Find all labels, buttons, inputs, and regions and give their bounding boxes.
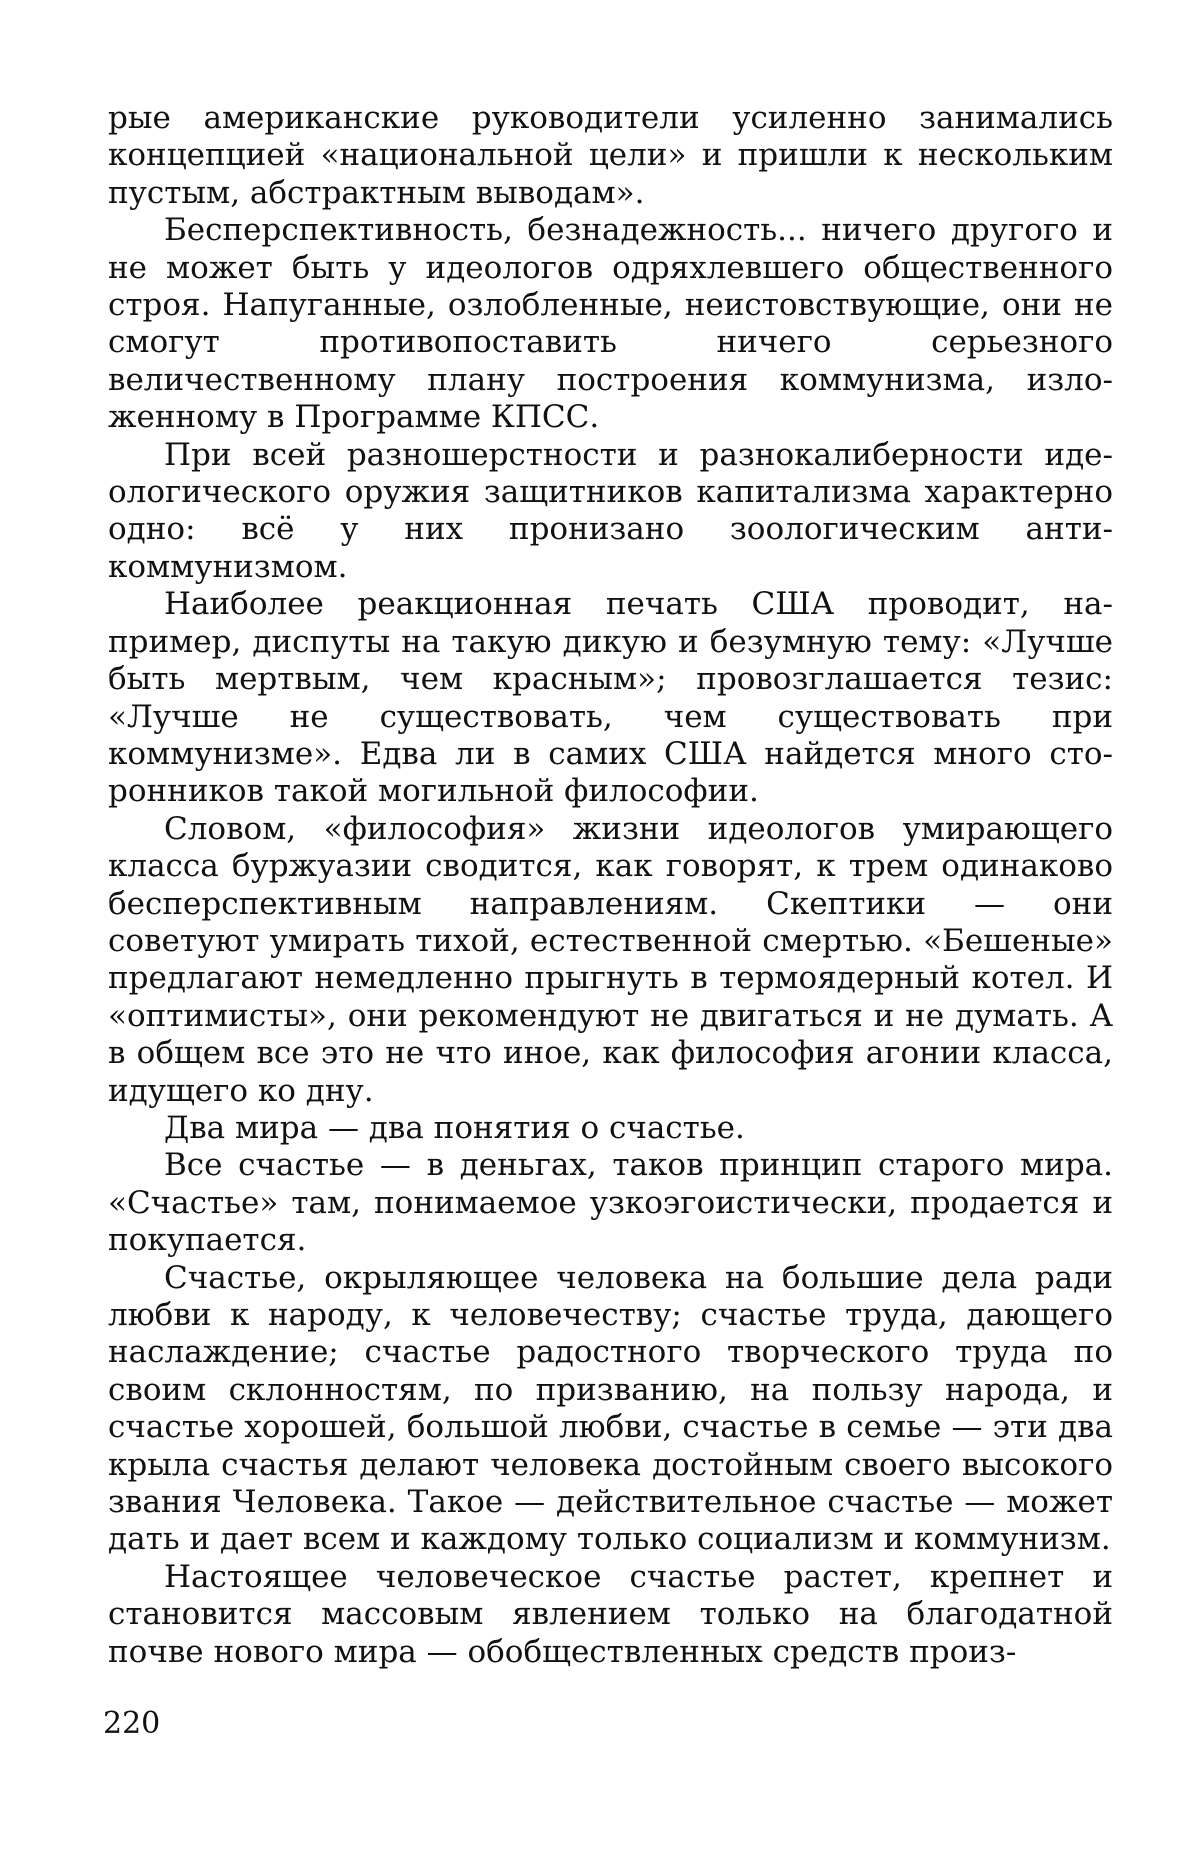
page-number: 220 [103, 1706, 161, 1741]
body-text [108, 100, 1113, 1671]
paragraph: Бесперспективность, безнадежность... ничего другого и не может быть у идеологов одряхлевшего общественного строя. Напуганные, озлобленные, неистовствующие, они не смогут противопоставить ничего серьезного величественному плану построения коммунизма, изложенному в Программе КПСС. [108, 212, 1113, 436]
paragraph: Наиболее реакционная печать США проводит, например, диспуты на такую дикую и безумную тему: «Лучше быть мертвым, чем красным»; провозглашается тезис: «Лучше не существовать, чем существовать при коммунизме». Едва ли в самих США найдется много сторонников такой могильной философии. [108, 586, 1113, 810]
paragraph: Словом, «философия» жизни идеологов умирающего класса буржуазии сводится, как говорят, к трем одинаково бесперспективным направлениям. Скептики — они советуют умирать тихой, естественной смертью. «Бешеные» предлагают немедленно прыгнуть в термоядерный котел. И «оптимисты», они рекомендуют не двигаться и не думать. А в общем все это не что иное, как философия агонии класса, идущего ко дну. [108, 810, 1113, 1109]
paragraph-continuation: рые американские руководители усиленно занимались концепцией «национальной цели» и пришли к нескольким пустым, абстрактным выводам». [108, 100, 1113, 211]
paragraph: Все счастье — в деньгах, таков принцип старого мира. «Счастье» там, понимаемое узкоэгоистически, продается и покупается. [108, 1147, 1113, 1259]
paragraph: Счастье, окрыляющее человека на большие дела ради любви к народу, к человечеству; счастье труда, дающего наслаждение; счастье радостного творческого труда по своим склонностям, по призванию, на пользу народа, и счастье хорошей, большой любви, счастье в семье — эти два крыла счастья делают человека достойным своего высокого звания Человека. Такое — действительное счастье — может дать и дает всем и каждому только социализм и коммунизм. [108, 1259, 1113, 1558]
paragraph: Настоящее человеческое счастье растет, крепнет и становится массовым явлением только на благодатной почве нового мира — обобществленных средств произ- [108, 1558, 1113, 1670]
paragraph: Два мира — два понятия о счастье. [164, 1109, 745, 1146]
paragraph: При всей разношерстности и разнокалиберности идеологического оружия защитников капитализма характерно одно: всё у них пронизано зоологическим антикоммунизмом. [108, 436, 1113, 585]
